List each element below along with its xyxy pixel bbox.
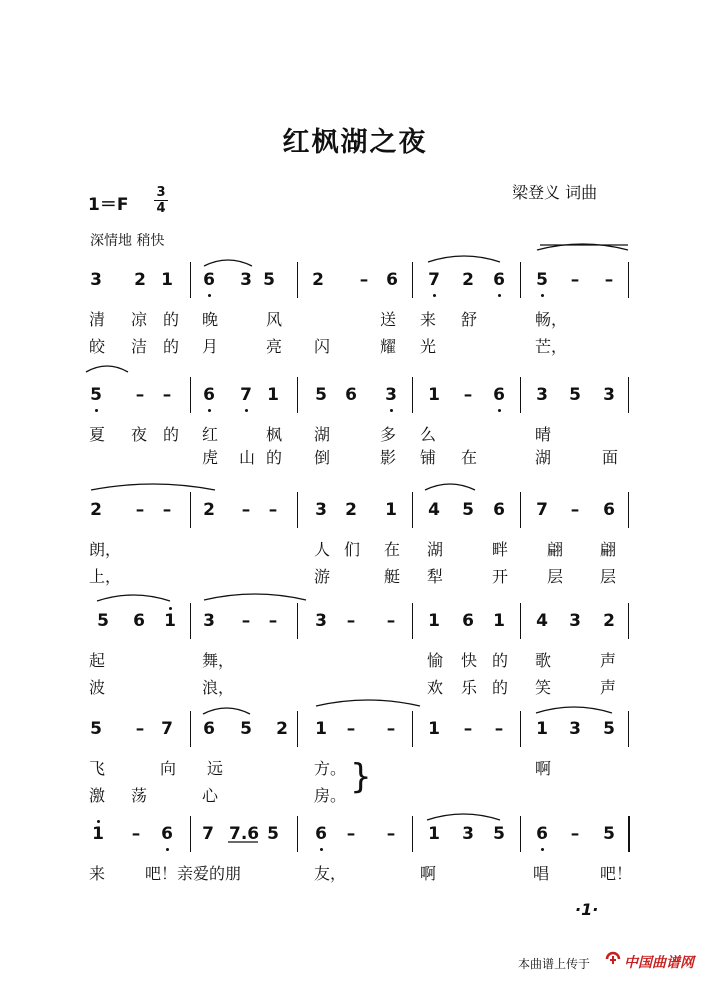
lyric-verse-1: 翩 — [547, 540, 564, 559]
lyric-verse-1: 飞 — [89, 759, 106, 778]
lyric-verse-1: 来 — [420, 310, 437, 329]
note: 1 — [385, 500, 397, 520]
bar-line — [190, 377, 191, 413]
note: 3 — [569, 719, 581, 739]
note: 6 — [203, 719, 215, 739]
bar-line — [520, 262, 521, 298]
note: 1 — [428, 611, 440, 631]
note: 1 — [267, 385, 279, 405]
octave-down-dot — [541, 294, 544, 297]
lyric-verse-1: 愉 — [427, 651, 444, 670]
lyric-verse-2: 亮 — [266, 337, 283, 356]
note: – — [135, 500, 145, 520]
note: – — [268, 611, 278, 631]
bar-line — [190, 492, 191, 528]
staff-line-1 — [0, 262, 710, 302]
lyric-verse-1: 湖 — [427, 540, 444, 559]
octave-down-dot — [498, 294, 501, 297]
note: – — [346, 611, 356, 631]
lyric-verse-2: 上， — [89, 567, 122, 586]
note: 6 — [536, 824, 548, 844]
lyric-verse-1: 在 — [384, 540, 401, 559]
slur — [97, 595, 170, 601]
lyric-verse-1: 翩 — [600, 540, 617, 559]
lyric-verse-2: 虎 — [202, 448, 219, 467]
note: 6 — [345, 385, 357, 405]
octave-down-dot — [95, 409, 98, 412]
note: 4 — [428, 500, 440, 520]
lyric-verse-1: 啊 — [420, 864, 437, 883]
lyric-verse-2: 波 — [89, 678, 106, 697]
bar-line — [628, 816, 630, 852]
note: 6 — [493, 500, 505, 520]
note: – — [346, 719, 356, 739]
bar-line — [412, 377, 413, 413]
note: 3 — [603, 385, 615, 405]
bar-line — [628, 492, 629, 528]
note: 3 — [315, 500, 327, 520]
octave-down-dot — [390, 409, 393, 412]
time-signature-bottom: 4 — [156, 201, 166, 216]
lyric-verse-1: 声 — [600, 651, 617, 670]
lyric-verse-1: 多 — [380, 425, 397, 444]
lyric-verse-2: 声 — [600, 678, 617, 697]
note: 3 — [536, 385, 548, 405]
lyric-verse-1: 的 — [163, 310, 180, 329]
bar-line — [628, 262, 629, 298]
lyric-verse-1: 快 — [461, 651, 478, 670]
note: – — [570, 500, 580, 520]
note: 7.6 — [229, 824, 260, 844]
lyric-verse-2: 浪， — [202, 678, 235, 697]
staff-line-4 — [0, 603, 710, 643]
lyric-verse-1: 清 — [89, 310, 106, 329]
note: 5 — [603, 719, 615, 739]
bar-line — [520, 603, 521, 639]
lyric-verse-2: 的 — [163, 337, 180, 356]
octave-down-dot — [208, 409, 211, 412]
lyric-verse-2: 湖 — [535, 448, 552, 467]
lyric-verse-1: 么 — [420, 425, 437, 444]
note: – — [463, 719, 473, 739]
note: 5 — [90, 719, 102, 739]
note: – — [162, 385, 172, 405]
note: – — [268, 500, 278, 520]
lyric-verse-1: 吧！ — [600, 864, 633, 883]
note: 6 — [315, 824, 327, 844]
note: 5 — [263, 270, 275, 290]
lyric-verse-2: 犁 — [427, 567, 444, 586]
lyric-verse-1: 们 — [344, 540, 361, 559]
lyric-verse-2: 激 — [89, 786, 106, 805]
note: 2 — [345, 500, 357, 520]
lyric-verse-1: 红 — [202, 425, 219, 444]
note: – — [570, 824, 580, 844]
composer-credit: 梁登义 词曲 — [512, 183, 598, 202]
lyric-verse-1: 啊 — [535, 759, 552, 778]
bar-line — [297, 816, 298, 852]
note: – — [386, 824, 396, 844]
staff-line-6 — [0, 816, 710, 856]
lyric-verse-1: 远 — [207, 759, 224, 778]
note: – — [162, 500, 172, 520]
bar-line — [628, 603, 629, 639]
note: 5 — [603, 824, 615, 844]
note: 5 — [240, 719, 252, 739]
time-signature-top: 3 — [156, 185, 166, 200]
brand-logo-icon — [604, 951, 622, 967]
bar-line — [412, 262, 413, 298]
bar-line — [412, 603, 413, 639]
note: – — [241, 500, 251, 520]
staff-line-3 — [0, 492, 710, 532]
note: 5 — [493, 824, 505, 844]
lyric-verse-2: 皎 — [89, 337, 106, 356]
note: 6 — [133, 611, 145, 631]
bar-line — [628, 377, 629, 413]
bar-line — [520, 492, 521, 528]
lyric-verse-1: 来 — [89, 864, 106, 883]
note: 4 — [536, 611, 548, 631]
lyric-verse-2: 月 — [202, 337, 219, 356]
lyric-verse-2: 欢 — [427, 678, 444, 697]
lyric-verse-2: 开 — [492, 567, 509, 586]
note: 5 — [267, 824, 279, 844]
lyric-verse-1: 湖 — [314, 425, 331, 444]
bar-line — [297, 377, 298, 413]
note: 5 — [97, 611, 109, 631]
lyric-verse-2: 光 — [420, 337, 437, 356]
lyric-verse-2: 耀 — [380, 337, 397, 356]
lyric-verse-2: 层 — [600, 567, 617, 586]
brand-name: 中国曲谱网 — [624, 955, 694, 971]
note: 5 — [90, 385, 102, 405]
note: 5 — [462, 500, 474, 520]
note: 1 — [315, 719, 327, 739]
lyric-verse-1: 送 — [380, 310, 397, 329]
bar-line — [412, 711, 413, 747]
bar-line — [297, 711, 298, 747]
bar-line — [190, 262, 191, 298]
lyric-verse-1: 的 — [163, 425, 180, 444]
note: 6 — [386, 270, 398, 290]
bar-line — [190, 711, 191, 747]
note: 6 — [493, 270, 505, 290]
lyric-verse-1: 夜 — [131, 425, 148, 444]
staff-line-2 — [0, 377, 710, 417]
page-number: ·1· — [575, 900, 599, 919]
bar-line — [520, 711, 521, 747]
note: 1 — [164, 611, 176, 631]
lyric-verse-1: 舒 — [461, 310, 478, 329]
note: – — [131, 824, 141, 844]
lyric-verse-1: 方。 — [314, 759, 347, 778]
lyric-verse-2: 倒 — [314, 448, 331, 467]
lyric-verse-2: 荡 — [131, 786, 148, 805]
lyric-verse-2: 心 — [202, 786, 219, 805]
octave-up-dot — [169, 607, 172, 610]
lyric-verse-2: 游 — [314, 567, 331, 586]
lyric-verse-1: 凉 — [131, 310, 148, 329]
octave-down-dot — [498, 409, 501, 412]
tie — [537, 244, 628, 250]
lyric-verse-2: 艇 — [384, 567, 401, 586]
note: 5 — [315, 385, 327, 405]
note: 7 — [240, 385, 252, 405]
lyric-verse-1: 畔 — [492, 540, 509, 559]
tie — [316, 700, 420, 706]
octave-down-dot — [320, 848, 323, 851]
lyric-verse-1: 起 — [89, 651, 106, 670]
note: 3 — [462, 824, 474, 844]
lyric-verse-1: 歌 — [535, 651, 552, 670]
note: – — [135, 385, 145, 405]
octave-down-dot — [208, 294, 211, 297]
note: 7 — [428, 270, 440, 290]
note: 1 — [428, 824, 440, 844]
note: 6 — [203, 270, 215, 290]
key-signature: 1＝F — [88, 195, 129, 215]
octave-down-dot — [541, 848, 544, 851]
bar-line — [412, 816, 413, 852]
note: 2 — [134, 270, 146, 290]
lyric-verse-1: 吧！亲爱的朋 — [145, 864, 242, 883]
tie — [204, 594, 306, 600]
note: 6 — [203, 385, 215, 405]
note: 2 — [90, 500, 102, 520]
lyric-verse-2: 在 — [461, 448, 478, 467]
lyric-verse-1: 风 — [266, 310, 283, 329]
lyric-verse-2: 芒， — [535, 337, 568, 356]
note: 7 — [161, 719, 173, 739]
note: 3 — [203, 611, 215, 631]
bar-line — [520, 816, 521, 852]
lyric-verse-2: 山 — [239, 448, 256, 467]
note: 5 — [569, 385, 581, 405]
note: 1 — [161, 270, 173, 290]
note: 3 — [240, 270, 252, 290]
bar-line — [297, 603, 298, 639]
tie — [91, 484, 215, 490]
lyric-verse-2: 层 — [547, 567, 564, 586]
note: – — [604, 270, 614, 290]
bar-line — [412, 492, 413, 528]
note: 1 — [428, 719, 440, 739]
note: – — [570, 270, 580, 290]
time-signature — [154, 185, 168, 216]
slur — [425, 484, 475, 490]
tie — [86, 366, 128, 372]
lyric-verse-2: 影 — [380, 448, 397, 467]
lyric-verse-1: 舞， — [202, 651, 235, 670]
octave-down-dot — [245, 409, 248, 412]
octave-up-dot — [97, 820, 100, 823]
note: 2 — [462, 270, 474, 290]
staff-line-5 — [0, 711, 710, 751]
note: 3 — [385, 385, 397, 405]
upload-footer: 本曲谱上传于 — [518, 957, 591, 971]
note: 1 — [92, 824, 104, 844]
note: 1 — [493, 611, 505, 631]
note: 6 — [462, 611, 474, 631]
song-title: 红枫湖之夜 — [282, 127, 428, 158]
tempo-marking: 深情地 稍快 — [90, 233, 165, 249]
lyric-verse-1: 晚 — [202, 310, 219, 329]
lyric-verse-1: 人 — [314, 540, 331, 559]
note: – — [346, 824, 356, 844]
note: 6 — [493, 385, 505, 405]
lyric-verse-1: 枫 — [266, 425, 283, 444]
note: 6 — [603, 500, 615, 520]
note: 3 — [90, 270, 102, 290]
note: 3 — [569, 611, 581, 631]
octave-down-dot — [433, 294, 436, 297]
bar-line — [297, 262, 298, 298]
lyric-verse-1: 向 — [160, 759, 177, 778]
bar-line — [628, 711, 629, 747]
note: 2 — [203, 500, 215, 520]
note: – — [241, 611, 251, 631]
note: 3 — [315, 611, 327, 631]
lyric-verse-2: 房。 — [314, 786, 347, 805]
bar-line — [297, 492, 298, 528]
note: 2 — [312, 270, 324, 290]
bar-line — [190, 603, 191, 639]
lyric-verse-2: 面 — [602, 448, 619, 467]
note: 7 — [202, 824, 214, 844]
lyric-verse-2: 洁 — [131, 337, 148, 356]
lyric-verse-2: 的 — [266, 448, 283, 467]
lyric-verse-1: 畅， — [535, 310, 568, 329]
note: – — [359, 270, 369, 290]
lyric-verse-1: 晴 — [535, 425, 552, 444]
note: – — [463, 385, 473, 405]
note: 1 — [536, 719, 548, 739]
note: 5 — [536, 270, 548, 290]
note: – — [135, 719, 145, 739]
note: 1 — [428, 385, 440, 405]
lyric-verse-2: 的 — [492, 678, 509, 697]
octave-down-dot — [166, 848, 169, 851]
note: – — [386, 719, 396, 739]
lyric-verse-1: 朗， — [89, 540, 122, 559]
verse-brace: } — [350, 757, 372, 797]
lyric-verse-2: 闪 — [314, 337, 331, 356]
note: – — [386, 611, 396, 631]
lyric-verse-2: 铺 — [420, 448, 437, 467]
lyric-verse-2: 乐 — [461, 678, 478, 697]
lyric-verse-2: 笑 — [535, 678, 552, 697]
note: – — [494, 719, 504, 739]
lyric-verse-1: 友， — [314, 864, 347, 883]
lyric-verse-1: 的 — [492, 651, 509, 670]
bar-line — [190, 816, 191, 852]
bar-line — [520, 377, 521, 413]
note: 7 — [536, 500, 548, 520]
lyric-verse-1: 唱 — [533, 864, 550, 883]
note: 6 — [161, 824, 173, 844]
lyric-verse-1: 夏 — [89, 425, 106, 444]
note: 2 — [603, 611, 615, 631]
note: 2 — [276, 719, 288, 739]
